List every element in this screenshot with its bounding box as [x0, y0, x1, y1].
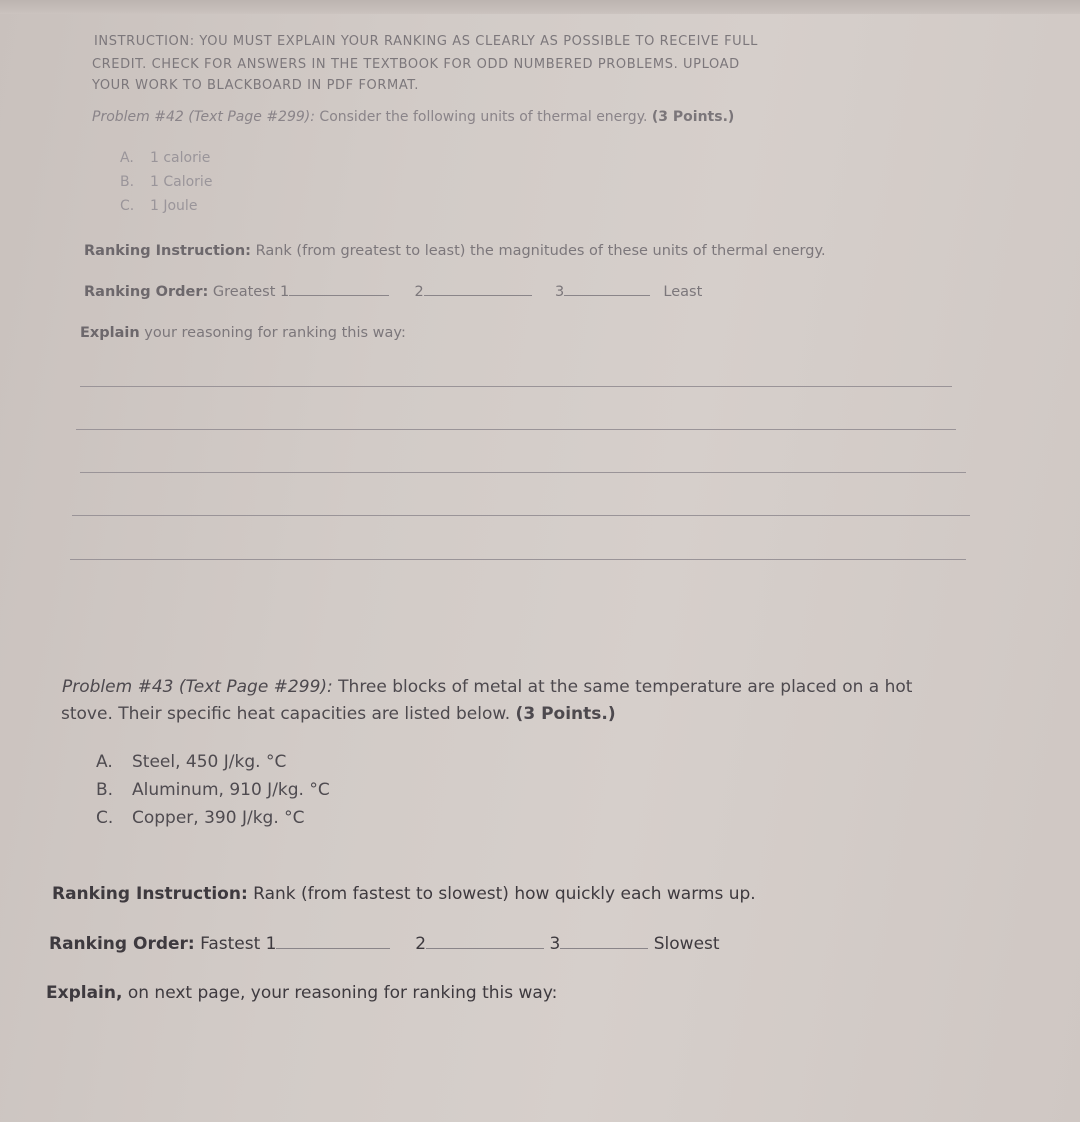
answer-line-3[interactable]	[80, 472, 966, 473]
problem-43-option-a: A. Steel, 450 J/kg. °C	[96, 752, 287, 772]
problem-42-option-c: C. 1 Joule	[120, 198, 198, 214]
answer-line-1[interactable]	[80, 386, 952, 387]
problem-43-option-c: C. Copper, 390 J/kg. °C	[96, 808, 305, 828]
problem-43-heading	[62, 677, 912, 697]
rank-1-blank[interactable]	[289, 283, 389, 296]
problem-42-option-a: A. 1 calorie	[120, 150, 211, 166]
problem-42-explain-prompt: Explain your reasoning for ranking this way:	[80, 325, 406, 341]
rank-fast-2-blank[interactable]	[426, 936, 544, 949]
problem-42-heading	[92, 109, 734, 125]
problem-43-statement-line-1: Three blocks of metal at the same temperature are placed on a hot	[338, 677, 913, 697]
problem-43-statement-line-2: stove. Their specific heat capacities are listed below. (3 Points.)	[61, 704, 616, 724]
rank-fast-1-blank[interactable]	[276, 936, 390, 949]
page-top-strip	[0, 0, 1080, 14]
instruction-line-2: CREDIT. CHECK FOR ANSWERS IN THE TEXTBOOK FOR ODD NUMBERED PROBLEMS. UPLOAD	[92, 57, 740, 72]
problem-42-ranking-order: Ranking Order: Greatest 1 2 3 Least	[84, 284, 703, 300]
answer-line-5[interactable]	[70, 559, 966, 560]
problem-43-option-b: B. Aluminum, 910 J/kg. °C	[96, 780, 330, 800]
problem-43-explain-prompt: Explain, on next page, your reasoning for ranking this way:	[46, 983, 558, 1003]
problem-43-title: Problem #43 (Text Page #299):	[62, 677, 333, 697]
problem-42-statement: Consider the following units of thermal energy.	[319, 109, 648, 125]
problem-42-points: (3 Points.)	[651, 109, 735, 125]
answer-line-4[interactable]	[72, 515, 970, 516]
problem-42-option-b: B. 1 Calorie	[120, 174, 213, 190]
problem-43-ranking-instruction: Ranking Instruction: Rank (from fastest to slowest) how quickly each warms up.	[52, 884, 756, 904]
instruction-line-3: YOUR WORK TO BLACKBOARD IN PDF FORMAT.	[92, 78, 420, 93]
problem-43-ranking-order: Ranking Order: Fastest 1 2 3 Slowest	[49, 934, 720, 954]
instruction-line-1: INSTRUCTION: YOU MUST EXPLAIN YOUR RANKING AS CLEARLY AS POSSIBLE TO RECEIVE FULL	[94, 34, 758, 49]
rank-2-blank[interactable]	[424, 283, 532, 296]
rank-fast-3-blank[interactable]	[560, 936, 648, 949]
rank-3-blank[interactable]	[564, 283, 650, 296]
problem-43-points: (3 Points.)	[515, 704, 616, 724]
answer-line-2[interactable]	[76, 429, 956, 430]
problem-42-title: Problem #42 (Text Page #299):	[92, 109, 315, 125]
problem-42-ranking-instruction: Ranking Instruction: Rank (from greatest to least) the magnitudes of these units of thermal energy.	[84, 243, 826, 259]
